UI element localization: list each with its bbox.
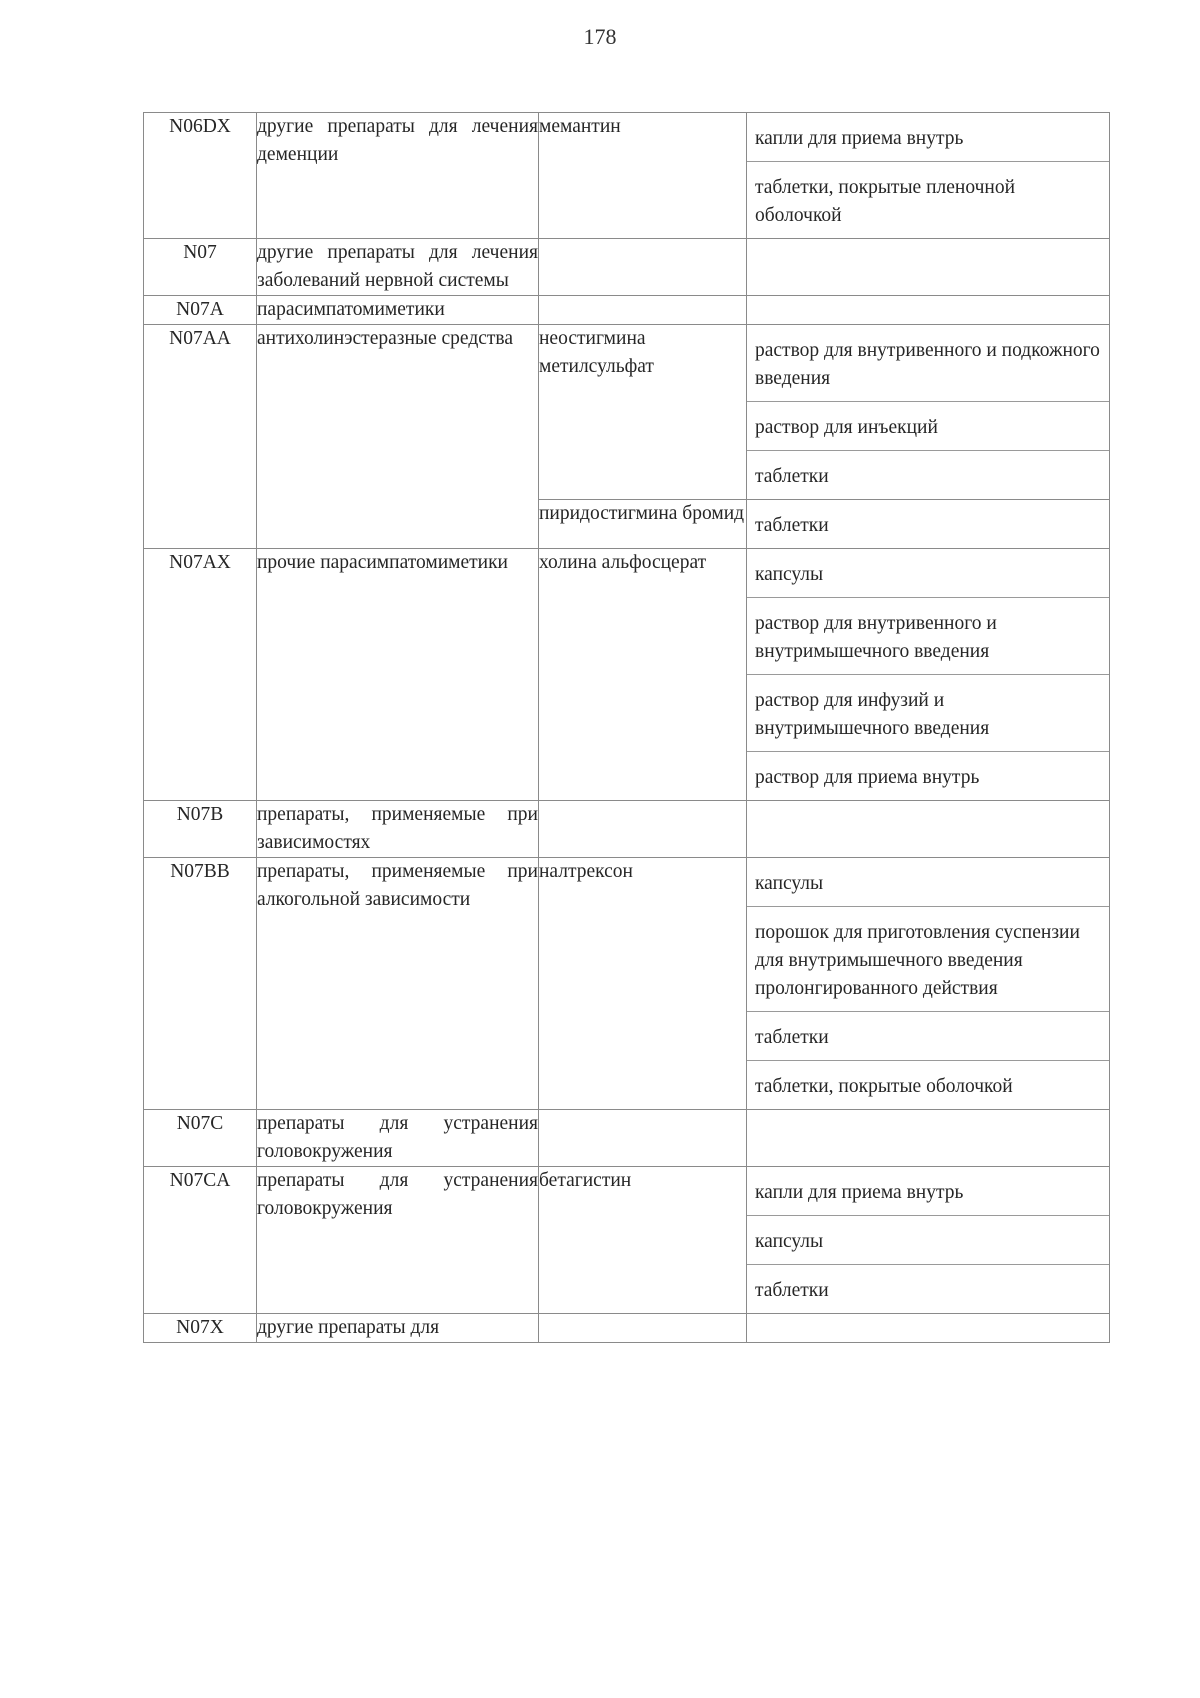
group-name: другие препараты для лечения деменции xyxy=(257,113,539,239)
dosage-forms xyxy=(747,858,1110,1110)
atc-code: N07 xyxy=(144,239,257,296)
dosage-form: таблетки xyxy=(747,1011,1109,1060)
drug-name: налтрексон xyxy=(539,858,747,1110)
dosage-form: таблетки xyxy=(747,450,1109,499)
group-name: препараты, применяемые при зависимостях xyxy=(257,801,539,858)
dosage-form: капли для приема внутрь xyxy=(755,128,964,149)
drug-name xyxy=(539,1110,747,1167)
drug-name: неостигмина метилсульфат xyxy=(539,325,747,500)
dosage-forms xyxy=(747,239,1110,296)
dosage-form: капсулы xyxy=(747,1215,1109,1264)
atc-code: N06DX xyxy=(144,113,257,239)
dosage-form: капли для приема внутрь xyxy=(755,1182,964,1203)
page-number: 178 xyxy=(583,24,617,49)
dosage-forms xyxy=(747,500,1110,549)
dosage-form: раствор для внутривенного и подкожного введения xyxy=(755,340,1100,389)
dosage-form: капсулы xyxy=(755,873,824,894)
drug-name xyxy=(539,801,747,858)
dosage-form: раствор для инъекций xyxy=(747,401,1109,450)
dosage-forms xyxy=(747,1110,1110,1167)
dosage-forms xyxy=(747,325,1110,500)
group-name: прочие парасимпатомиметики xyxy=(257,549,539,801)
table-row xyxy=(144,858,1110,1110)
table-row xyxy=(144,113,1110,239)
drug-name: пиридостигмина бромид xyxy=(539,500,747,549)
atc-code: N07AA xyxy=(144,325,257,549)
atc-code: N07B xyxy=(144,801,257,858)
dosage-form: капсулы xyxy=(755,564,824,585)
group-name: препараты для устранения головокружения xyxy=(257,1110,539,1167)
table-row xyxy=(144,296,1110,325)
group-name: препараты, применяемые при алкогольной зависимости xyxy=(257,858,539,1110)
table-row xyxy=(144,1167,1110,1314)
table-row xyxy=(144,1110,1110,1167)
dosage-form: таблетки, покрытые оболочкой xyxy=(747,1060,1109,1109)
group-name: другие препараты для xyxy=(257,1314,539,1343)
atc-code: N07X xyxy=(144,1314,257,1343)
dosage-form: порошок для приготовления суспензии для внутримышечного введения пролонгированного действия xyxy=(747,906,1109,1011)
atc-code: N07AX xyxy=(144,549,257,801)
atc-code: N07CA xyxy=(144,1167,257,1314)
dosage-forms xyxy=(747,1314,1110,1343)
table-row xyxy=(144,1314,1110,1343)
dosage-form: раствор для внутривенного и внутримышечного введения xyxy=(747,597,1109,674)
table-row xyxy=(144,239,1110,296)
dosage-form: раствор для инфузий и внутримышечного введения xyxy=(747,674,1109,751)
table-row xyxy=(144,325,1110,500)
table-row xyxy=(144,801,1110,858)
drug-name: бетагистин xyxy=(539,1167,747,1314)
dosage-form: таблетки, покрытые пленочной оболочкой xyxy=(747,161,1109,238)
drug-name xyxy=(539,1314,747,1343)
dosage-forms xyxy=(747,113,1110,239)
atc-code: N07BB xyxy=(144,858,257,1110)
drug-table xyxy=(143,112,1110,1343)
dosage-forms xyxy=(747,801,1110,858)
drug-name xyxy=(539,296,747,325)
dosage-form: таблетки xyxy=(755,515,829,536)
dosage-forms xyxy=(747,296,1110,325)
dosage-forms xyxy=(747,549,1110,801)
table-row xyxy=(144,549,1110,801)
dosage-forms xyxy=(747,1167,1110,1314)
drug-name: мемантин xyxy=(539,113,747,239)
dosage-form: раствор для приема внутрь xyxy=(747,751,1109,800)
atc-code: N07C xyxy=(144,1110,257,1167)
atc-code: N07A xyxy=(144,296,257,325)
drug-name: холина альфосцерат xyxy=(539,549,747,801)
drug-name xyxy=(539,239,747,296)
dosage-form: таблетки xyxy=(747,1264,1109,1313)
group-name: парасимпатомиметики xyxy=(257,296,539,325)
group-name: препараты для устранения головокружения xyxy=(257,1167,539,1314)
group-name: антихолинэстеразные средства xyxy=(257,325,539,549)
group-name: другие препараты для лечения заболеваний нервной системы xyxy=(257,239,539,296)
